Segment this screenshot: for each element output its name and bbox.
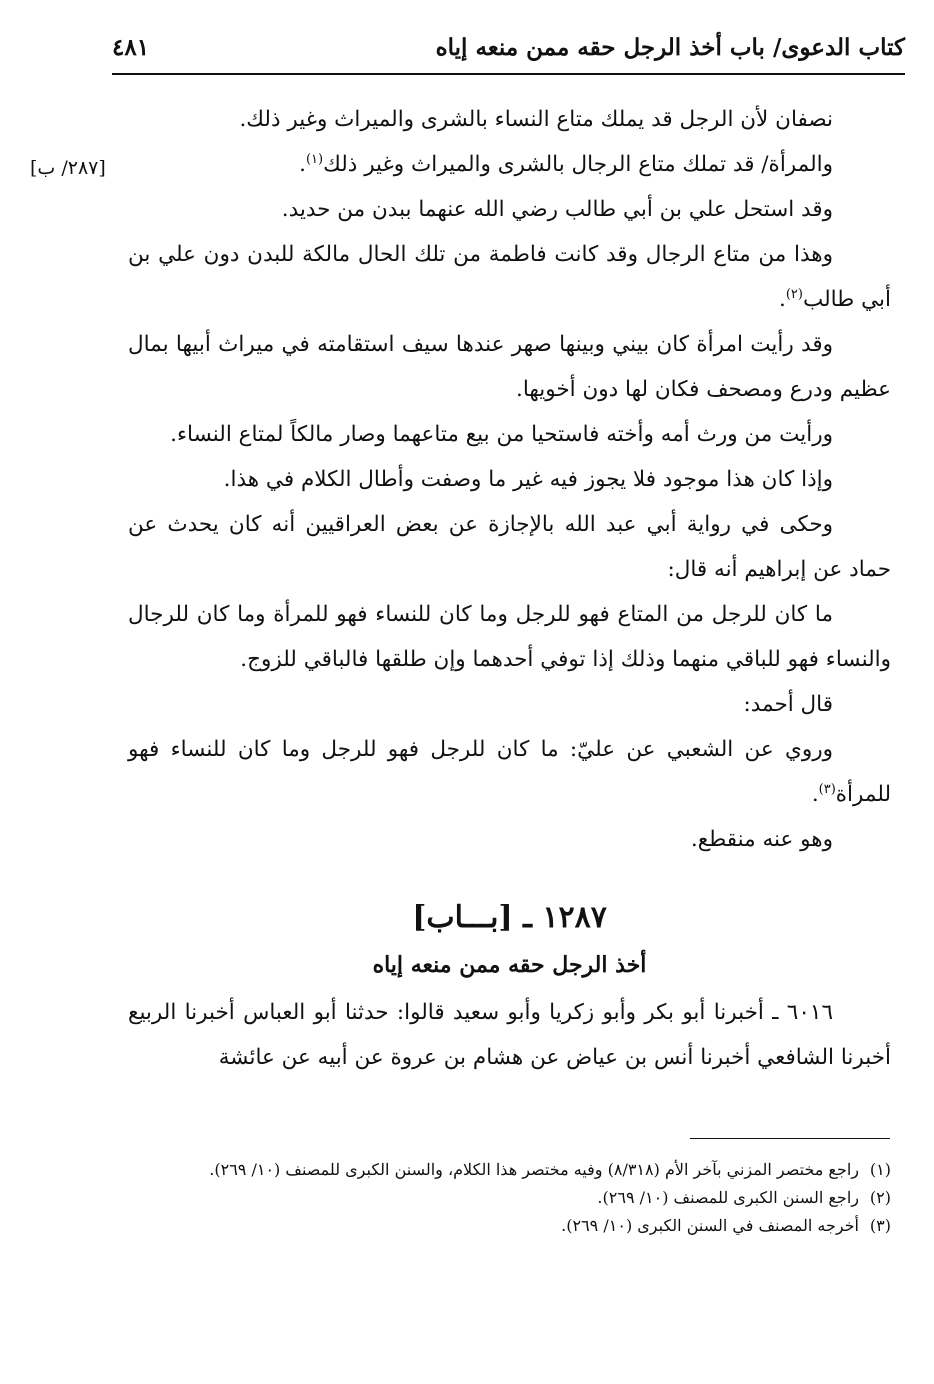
paragraph-text: وهو عنه منقطع. [690, 827, 833, 852]
footnote-text: أخرجه المصنف في السنن الكبرى (١٠/ ٢٦٩). [561, 1216, 859, 1235]
paragraph-tail: . [299, 152, 306, 177]
paragraph-text: نصفان لأن الرجل قد يملك متاع النساء بالشرى والميراث وغير ذلك. [239, 107, 833, 132]
hadith-paragraph [128, 990, 891, 1080]
paragraph-6 [128, 412, 891, 457]
footnote-rule [690, 1138, 890, 1139]
paragraph-text: وإذا كان هذا موجود فلا يجوز فيه غير ما وصفت وأطال الكلام في هذا. [223, 467, 833, 492]
paragraph-3 [128, 187, 891, 232]
manuscript-folio-marker: [٢٨٧/ ب] [30, 157, 106, 179]
paragraph-text: وقد رأيت امرأة كان بيني وبينها صهر عندها سيف استقامته في ميراث أبيها بمال عظيم ودرع ومصحف فكان لها دون أخويها. [128, 332, 891, 402]
footnote-number: (٣) [869, 1216, 891, 1235]
paragraph-10 [128, 682, 891, 727]
footnote-2 [128, 1184, 891, 1212]
paragraph-text: وهذا من متاع الرجال وقد كانت فاطمة من تلك الحال مالكة للبدن دون علي بن أبي طالب [128, 242, 891, 312]
paragraph-7 [128, 457, 891, 502]
paragraph-8 [128, 502, 891, 592]
main-text [128, 97, 891, 1080]
chapter-heading: ١٢٨٧ ـ [بـــاب] [412, 900, 607, 935]
paragraph-tail: . [778, 287, 786, 312]
paragraph-tail: . [811, 782, 819, 807]
header-rule [112, 73, 905, 75]
running-header-title: كتاب الدعوى/ باب أخذ الرجل حقه ممن منعه إياه [435, 34, 905, 61]
paragraph-5 [128, 322, 891, 412]
paragraph-text: والمرأة/ قد تملك متاع الرجال بالشرى والميراث وغير ذلك [323, 152, 833, 177]
hadith-text: ٦٠١٦ ـ أخبرنا أبو بكر وأبو زكريا وأبو سعيد قالوا: حدثنا أبو العباس أخبرنا الربيع أخبرنا الشافعي أخبرنا أنس بن عياض عن هشام بن عروة عن أبيه عن عائشة [128, 1000, 891, 1070]
paragraph-text: ورأيت من ورث أمه وأخته فاستحيا من بيع متاعهما وصار مالكاً لمتاع النساء. [170, 422, 833, 447]
page-number: ٤٨١ [112, 34, 150, 61]
paragraph-text: قال أحمد: [743, 692, 833, 717]
footnote-marker: (١) [305, 151, 324, 167]
footnotes [128, 1156, 891, 1240]
chapter-subtitle: أخذ الرجل حقه ممن منعه إياه [372, 952, 647, 978]
paragraph-9 [128, 592, 891, 682]
footnote-number: (٢) [869, 1188, 891, 1207]
footnote-number: (١) [869, 1160, 891, 1179]
paragraph-text: وروي عن الشعبي عن عليّ: ما كان للرجل فهو للرجل وما كان للنساء فهو للمرأة [128, 737, 891, 807]
footnote-text: راجع مختصر المزني بآخر الأم (٨/٣١٨) وفيه مختصر هذا الكلام، والسنن الكبرى للمصنف (١٠/ ٢٦٩). [209, 1160, 859, 1179]
paragraph-text: وقد استحل علي بن أبي طالب رضي الله عنهما ببدن من حديد. [281, 197, 833, 222]
paragraph-11 [128, 727, 891, 817]
footnote-3 [128, 1212, 891, 1240]
footnote-marker: (٣) [818, 781, 836, 797]
paragraph-2 [128, 142, 891, 187]
footnote-1 [128, 1156, 891, 1184]
paragraph-text: وحكى في رواية أبي عبد الله بالإجازة عن بعض العراقيين أنه كان يحدث عن حماد عن إبراهيم أنه قال: [128, 512, 891, 582]
paragraph-1 [128, 97, 891, 142]
running-header [112, 34, 905, 74]
paragraph-text: ما كان للرجل من المتاع فهو للرجل وما كان للنساء فهو للمرأة وما كان للرجال والنساء فهو للباقي منهما وذلك إذا توفي أحدهما وإن طلقها فالباقي للزوج. [128, 602, 891, 672]
footnote-text: راجع السنن الكبرى للمصنف (١٠/ ٢٦٩). [597, 1188, 859, 1207]
paragraph-12 [128, 817, 891, 862]
paragraph-4 [128, 232, 891, 322]
footnote-marker: (٢) [785, 286, 803, 302]
